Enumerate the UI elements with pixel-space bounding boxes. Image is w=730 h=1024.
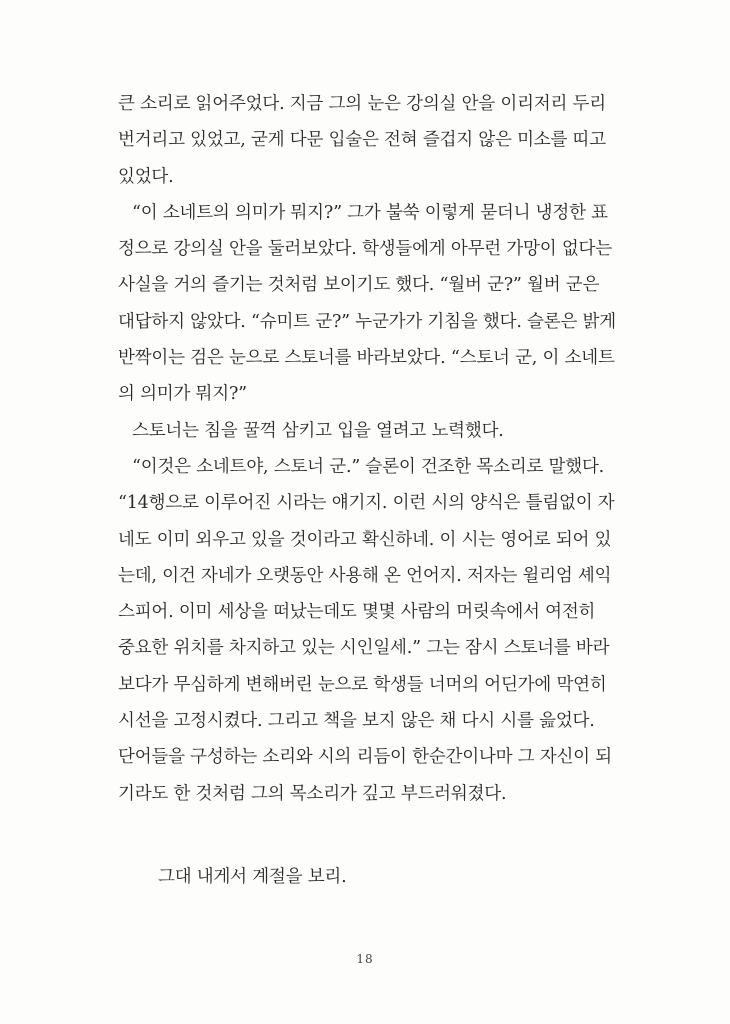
text-line: 보다가 무심하게 변해버린 눈으로 학생들 너머의 어딘가에 막연히 — [118, 674, 607, 695]
text-line: 반짝이는 검은 눈으로 스토너를 바라보았다. “스토너 군, 이 소네트 — [118, 348, 615, 369]
verse-line: 그대 내게서 계절을 보리. — [158, 867, 347, 887]
text-line: 사실을 거의 즐기는 것처럼 보이기도 했다. “월버 군?” 월버 군은 — [118, 275, 600, 296]
text-line: 있었다. — [118, 166, 174, 187]
text-line: 번거리고 있었고, 굳게 다문 입술은 전혀 즐겁지 않은 미소를 띠고 — [118, 130, 606, 151]
text-line: 스피어. 이미 세상을 떠났는데도 몇몇 사람의 머릿속에서 여전히 — [118, 602, 596, 623]
text-line: 중요한 위치를 차지하고 있는 시인일세.” 그는 잠시 스토너를 바라 — [118, 638, 610, 659]
text-line: “14행으로 이루어진 시라는 얘기지. 이런 시의 양식은 틀림없이 자 — [118, 493, 615, 514]
text-line: 정으로 강의실 안을 둘러보았다. 학생들에게 아무런 가망이 없다는 — [118, 239, 612, 260]
text-line: “이것은 소네트야, 스토너 군.” 슬론이 건조한 목소리로 말했다. — [132, 456, 605, 477]
text-line: 네도 이미 외우고 있을 것이라고 확신하네. 이 시는 영어로 되어 있 — [118, 529, 612, 550]
text-line: 큰 소리로 읽어주었다. 지금 그의 눈은 강의실 안을 이리저리 두리 — [118, 94, 606, 114]
text-line: 기라도 한 것처럼 그의 목소리가 깊고 부드러워졌다. — [118, 783, 507, 804]
text-line: 의 의미가 뭐지?” — [118, 384, 247, 405]
text-line: “이 소네트의 의미가 뭐지?” 그가 불쑥 이렇게 묻더니 냉정한 표 — [132, 202, 608, 223]
page-number: 18 — [356, 952, 374, 966]
body-text — [118, 86, 618, 812]
text-line: 대답하지 않았다. “슈미트 군?” 누군가가 기침을 했다. 슬론은 밝게 — [118, 311, 616, 332]
text-line: 는데, 이건 자네가 오랫동안 사용해 온 언어지. 저자는 윌리엄 셰익 — [118, 565, 612, 586]
text-line: 단어들을 구성하는 소리와 시의 리듬이 한순간이나마 그 자신이 되 — [118, 747, 612, 768]
text-line: 시선을 고정시켰다. 그리고 책을 보지 않은 채 다시 시를 읊었다. — [118, 711, 595, 732]
text-line: 스토너는 침을 꿀꺽 삼키고 입을 열려고 노력했다. — [132, 420, 504, 441]
